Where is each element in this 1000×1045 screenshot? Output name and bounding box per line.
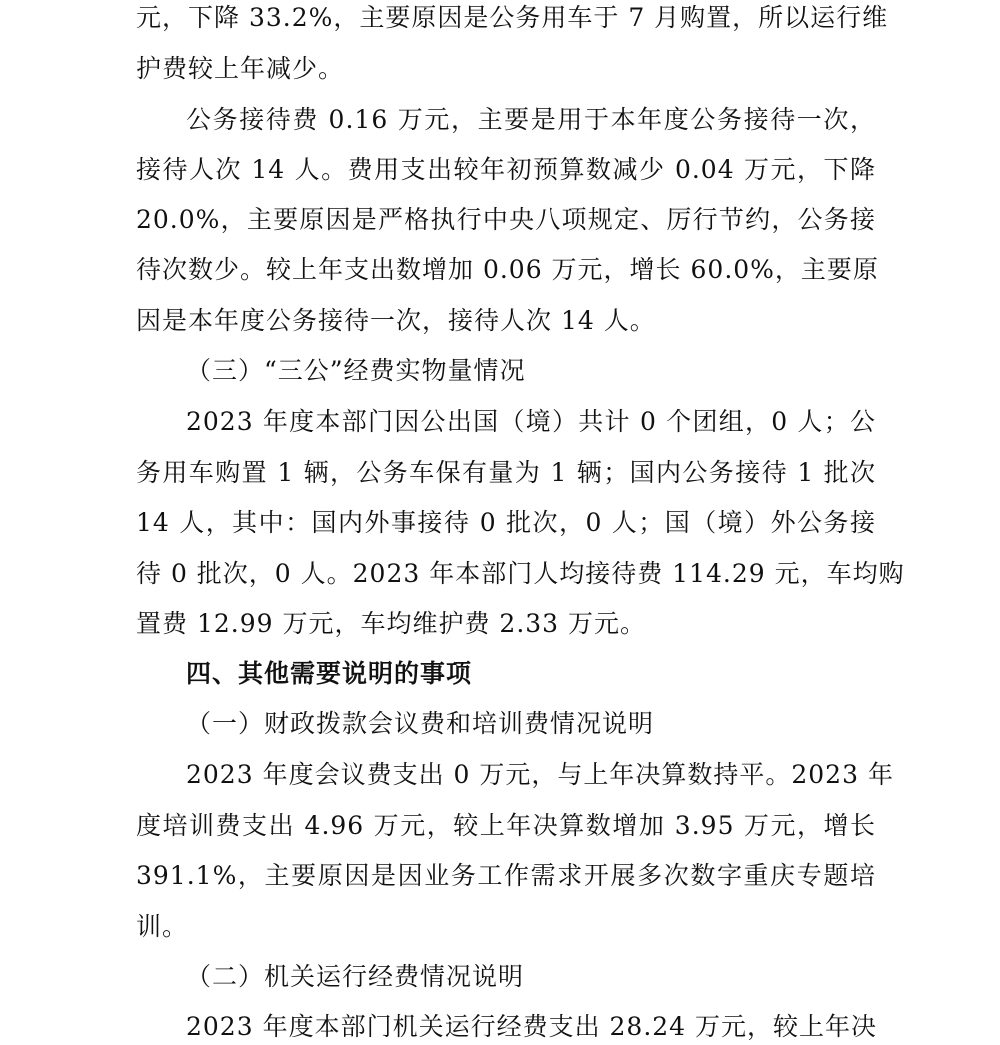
text-line: 接待人次 14 人。费用支出较年初预算数减少 0.04 万元，下降	[136, 155, 876, 184]
text-line: 置费 12.99 万元，车均维护费 2.33 万元。	[136, 609, 647, 638]
section-title: 四、其他需要说明的事项	[186, 659, 473, 688]
text-line: 2023 年度本部门机关运行经费支出 28.24 万元，较上年决	[186, 1012, 878, 1041]
section-heading: （三）“三公”经费实物量情况	[186, 356, 526, 385]
text-line: 14 人，其中：国内外事接待 0 批次，0 人；国（境）外公务接	[136, 508, 876, 537]
text-line: 2023 年度本部门因公出国（境）共计 0 个团组，0 人；公	[186, 407, 876, 436]
section-heading: （二）机关运行经费情况说明	[186, 962, 525, 991]
text-line: 训。	[136, 912, 189, 941]
text-line: 元，下降 33.2%，主要原因是公务用车于 7 月购置，所以运行维	[136, 3, 889, 32]
text-line: 公务接待费 0.16 万元，主要是用于本年度公务接待一次，	[186, 105, 876, 134]
text-line: 因是本年度公务接待一次，接待人次 14 人。	[136, 306, 656, 335]
text-line: 20.0%，主要原因是严格执行中央八项规定、厉行节约，公务接	[136, 205, 876, 234]
text-line: 待 0 批次，0 人。2023 年本部门人均接待费 114.29 元，车均购	[136, 559, 905, 588]
section-heading: （一）财政拨款会议费和培训费情况说明	[186, 709, 655, 738]
text-line: 护费较上年减少。	[136, 54, 345, 83]
text-line: 度培训费支出 4.96 万元，较上年决算数增加 3.95 万元，增长	[136, 811, 876, 840]
text-line: 2023 年度会议费支出 0 万元，与上年决算数持平。2023 年	[186, 760, 894, 789]
text-line: 391.1%，主要原因是因业务工作需求开展多次数字重庆专题培	[136, 861, 876, 890]
text-line: 待次数少。较上年支出数增加 0.06 万元，增长 60.0%，主要原	[136, 255, 879, 284]
text-line: 务用车购置 1 辆，公务车保有量为 1 辆；国内公务接待 1 批次	[136, 458, 876, 487]
